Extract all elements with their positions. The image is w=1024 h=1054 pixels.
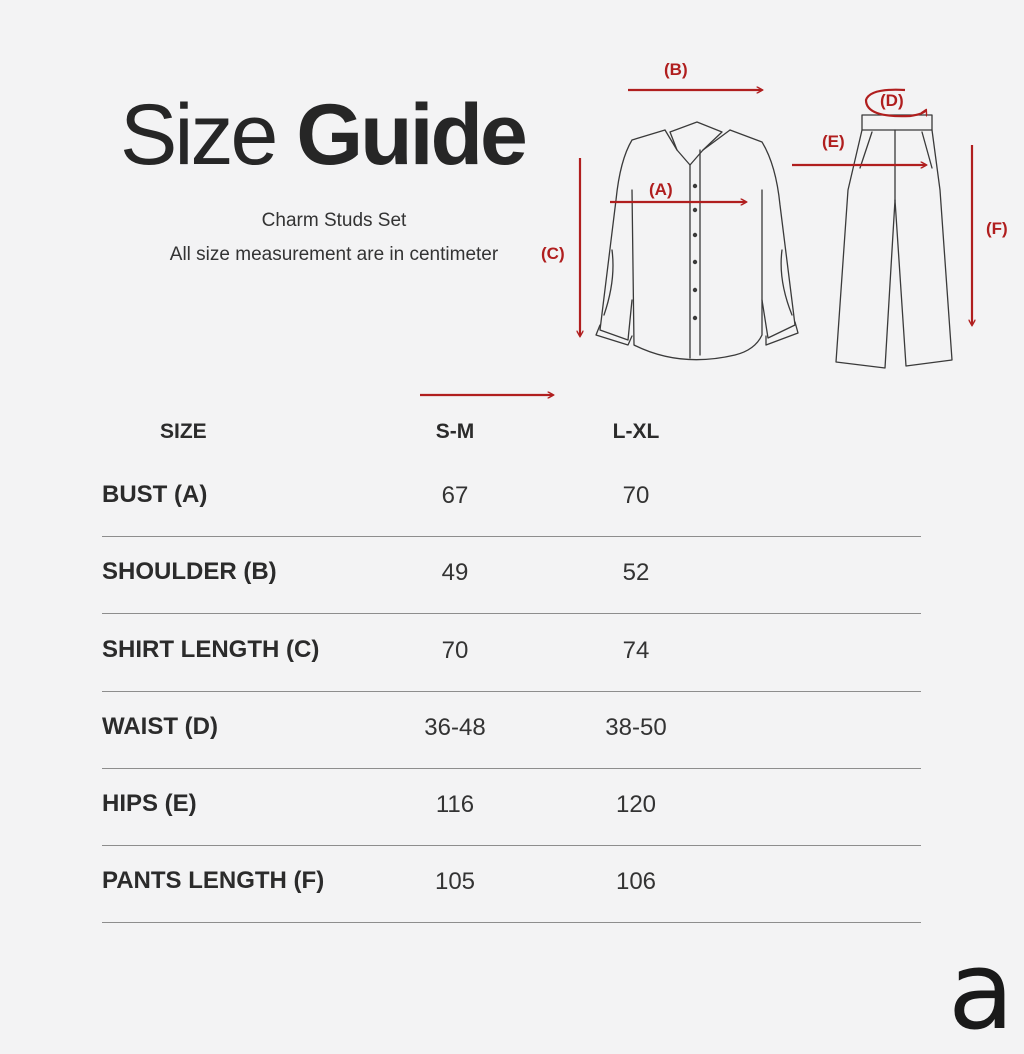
label-f: (F) (986, 219, 1008, 238)
value-l-xl: 74 (622, 637, 650, 664)
table-row (102, 536, 921, 614)
pants-drawing (836, 115, 952, 368)
table-row (102, 845, 921, 923)
table-row (102, 691, 921, 769)
brand-logo: a (948, 929, 1015, 1054)
value-s-m: 36-48 (424, 714, 486, 741)
row-label: HIPS (E) (102, 790, 197, 817)
title-light: Size (120, 87, 276, 183)
label-d: (D) (880, 91, 904, 110)
label-a: (A) (649, 180, 673, 199)
row-label: BUST (A) (102, 481, 208, 508)
header-l-xl: L-XL (612, 420, 660, 443)
value-l-xl: 38-50 (605, 714, 667, 741)
row-label: WAIST (D) (102, 713, 218, 740)
value-s-m: 70 (441, 637, 469, 664)
row-label: PANTS LENGTH (F) (102, 867, 325, 894)
unit-note: All size measurement are in centimeter (169, 244, 499, 265)
value-l-xl: 120 (615, 791, 657, 818)
header-size: SIZE (160, 420, 207, 443)
table-row (102, 614, 921, 692)
measurement-arrows (420, 90, 972, 395)
row-label: SHIRT LENGTH (C) (102, 636, 320, 663)
row-label: SHOULDER (B) (102, 558, 277, 585)
shirt-buttons (693, 184, 697, 320)
value-s-m: 49 (441, 559, 469, 586)
value-s-m: 116 (435, 791, 475, 818)
title-bold: Guide (296, 87, 525, 183)
label-b: (B) (664, 60, 688, 79)
shirt-drawing (596, 122, 798, 360)
label-c: (C) (541, 244, 565, 263)
value-s-m: 67 (441, 482, 469, 509)
label-e: (E) (822, 132, 845, 151)
product-name: Charm Studs Set (261, 210, 407, 231)
diagram-labels (541, 60, 1008, 263)
value-l-xl: 106 (615, 868, 657, 895)
table-row (102, 768, 921, 846)
header-s-m: S-M (435, 420, 475, 443)
value-l-xl: 52 (622, 559, 650, 586)
value-s-m: 105 (434, 868, 476, 895)
value-l-xl: 70 (622, 482, 650, 509)
table-row (102, 459, 921, 537)
garment-diagram (0, 0, 1024, 420)
